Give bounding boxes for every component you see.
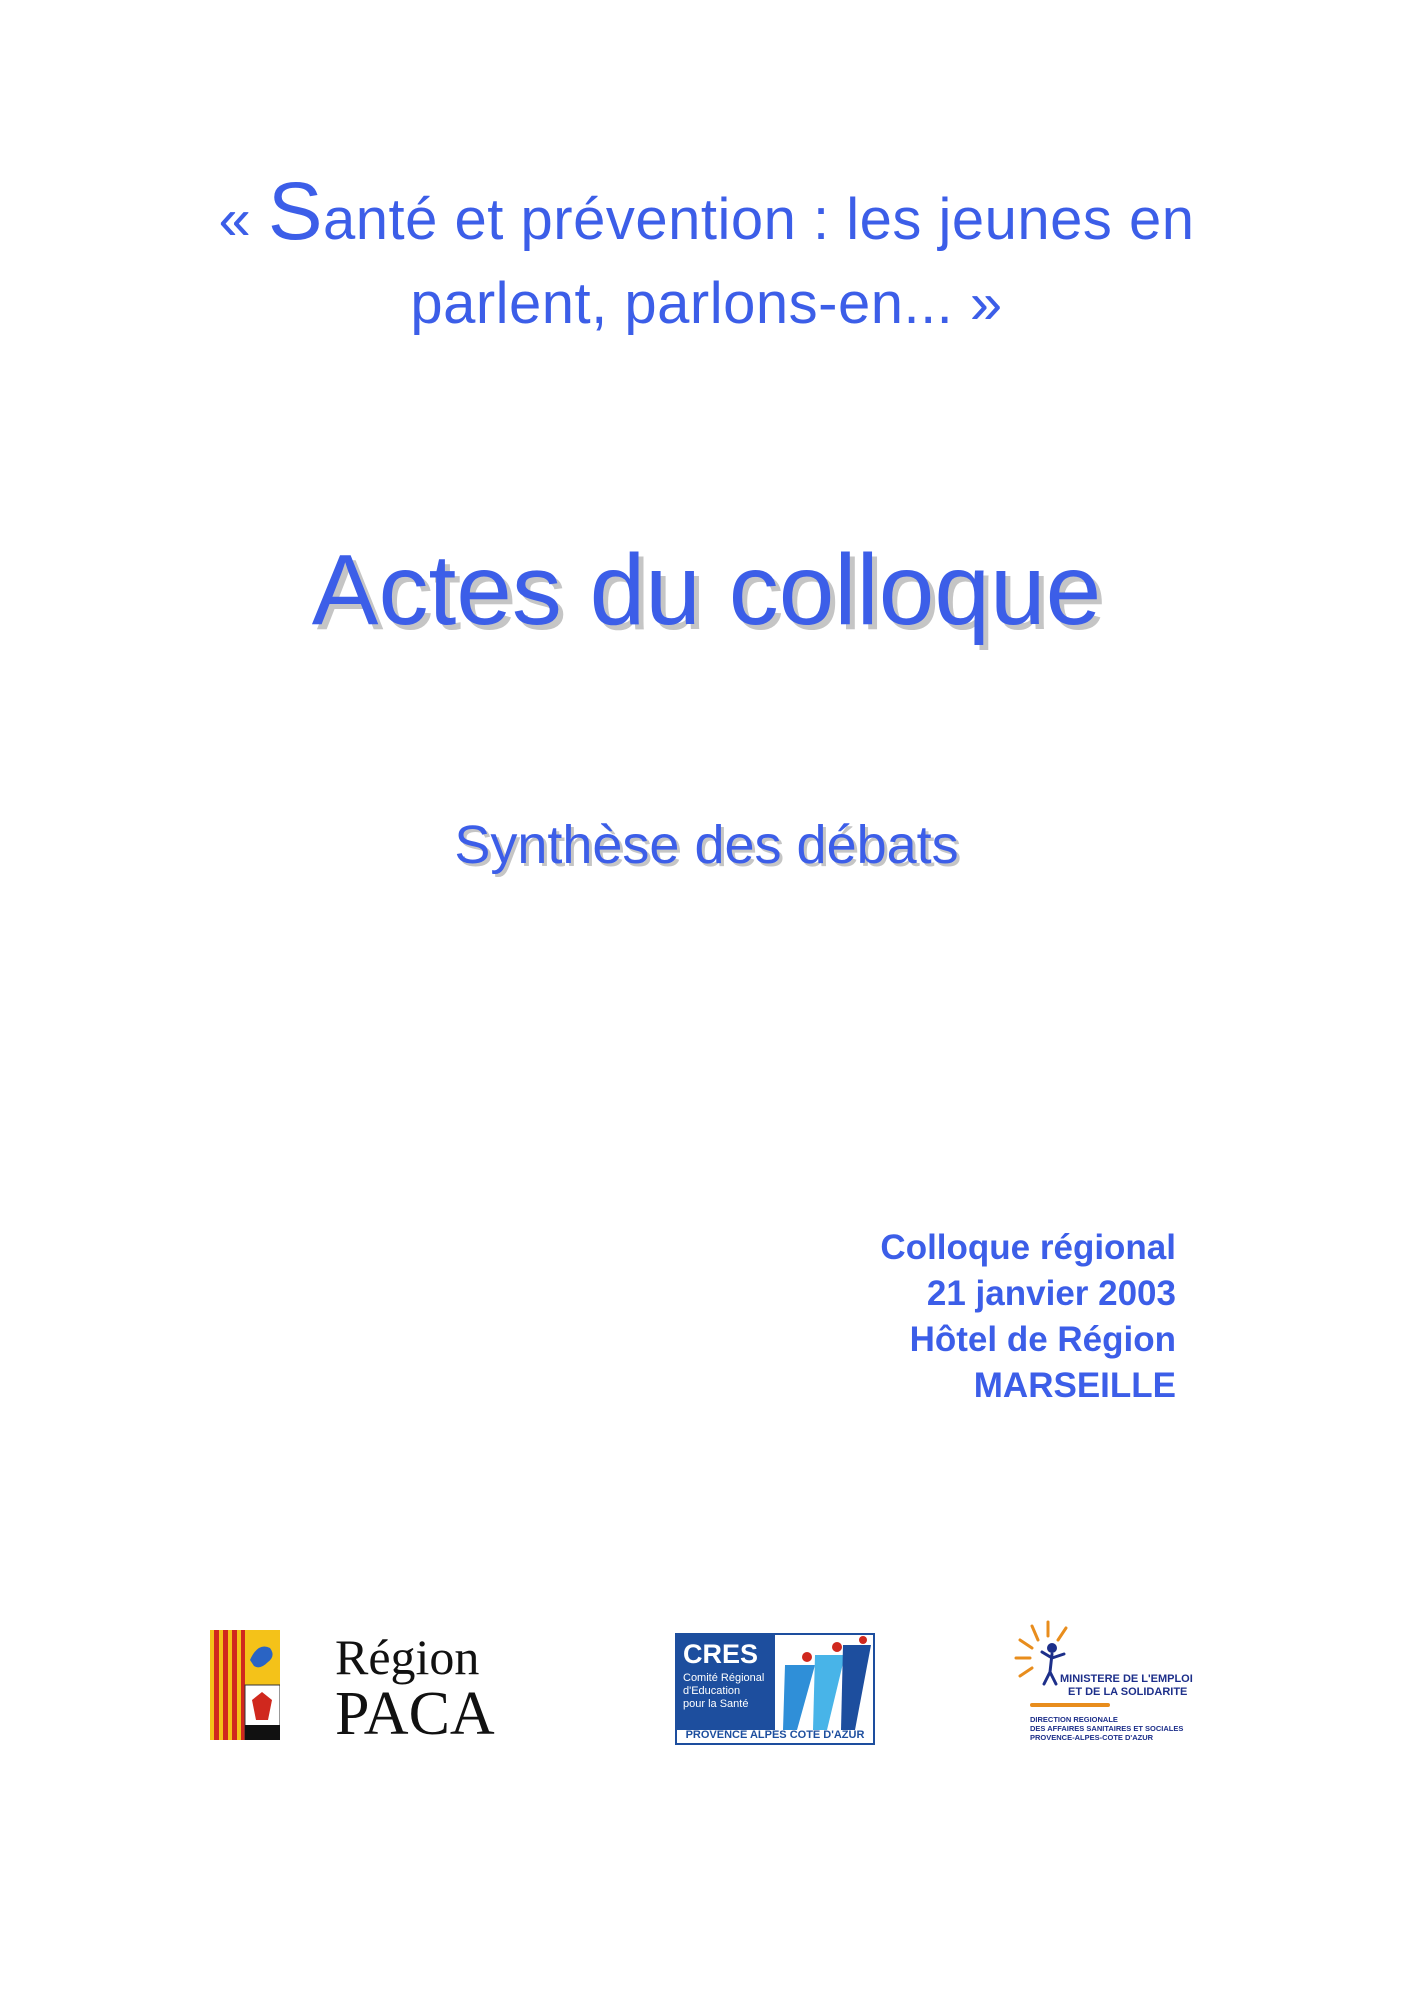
- subtitle-line-1-text: anté et prévention : les jeunes en: [323, 187, 1195, 252]
- region-text: [335, 1629, 495, 1748]
- cres-title: CRES: [683, 1639, 759, 1669]
- event-info: [880, 1225, 1176, 1409]
- ministere-line-1: MINISTERE DE L'EMPLOI: [1060, 1673, 1193, 1685]
- ministere-line-2: ET DE LA SOLIDARITE: [1068, 1686, 1188, 1698]
- direction-line-1: DIRECTION REGIONALE: [1030, 1715, 1118, 1724]
- cres-sub-1: Comité Régional: [683, 1672, 765, 1684]
- document-subheading: Synthèse des débats: [454, 815, 959, 875]
- event-city: MARSEILLE: [973, 1366, 1176, 1405]
- event-type: Colloque régional: [880, 1228, 1176, 1267]
- direction-line-3: PROVENCE-ALPES-COTE D'AZUR: [1030, 1733, 1154, 1742]
- event-venue: Hôtel de Région: [909, 1320, 1176, 1359]
- cres-footer: PROVENCE ALPES COTE D'AZUR: [685, 1729, 865, 1741]
- cres-sub-3: pour la Santé: [683, 1698, 749, 1710]
- direction-line-2: DES AFFAIRES SANITAIRES ET SOCIALES: [1030, 1724, 1184, 1733]
- ministere-divider: [1030, 1703, 1110, 1707]
- cres-subtitle: [677, 1669, 775, 1711]
- region-paca-logo: [210, 1629, 510, 1748]
- region-word: Région: [335, 1629, 480, 1685]
- cres-logo: [675, 1633, 875, 1745]
- region-shield-icon: [210, 1630, 280, 1740]
- cres-figures-icon: [775, 1635, 873, 1730]
- open-quote: «: [218, 187, 268, 252]
- document-subtitle: [150, 166, 1263, 346]
- cres-sub-2: d'Education: [683, 1685, 741, 1697]
- document-title: Actes du colloque: [311, 534, 1102, 646]
- event-date: 21 janvier 2003: [926, 1274, 1176, 1313]
- subtitle-initial: S: [267, 166, 324, 257]
- cres-panel: [677, 1635, 775, 1730]
- ministere-direction: [1030, 1715, 1183, 1742]
- paca-word: PACA: [335, 1680, 495, 1748]
- subtitle-line-2: parlent, parlons-en... »: [410, 271, 1003, 336]
- subtitle-line-1: [150, 166, 1263, 262]
- ministere-name: [1060, 1673, 1193, 1699]
- ministere-logo: [1010, 1618, 1200, 1753]
